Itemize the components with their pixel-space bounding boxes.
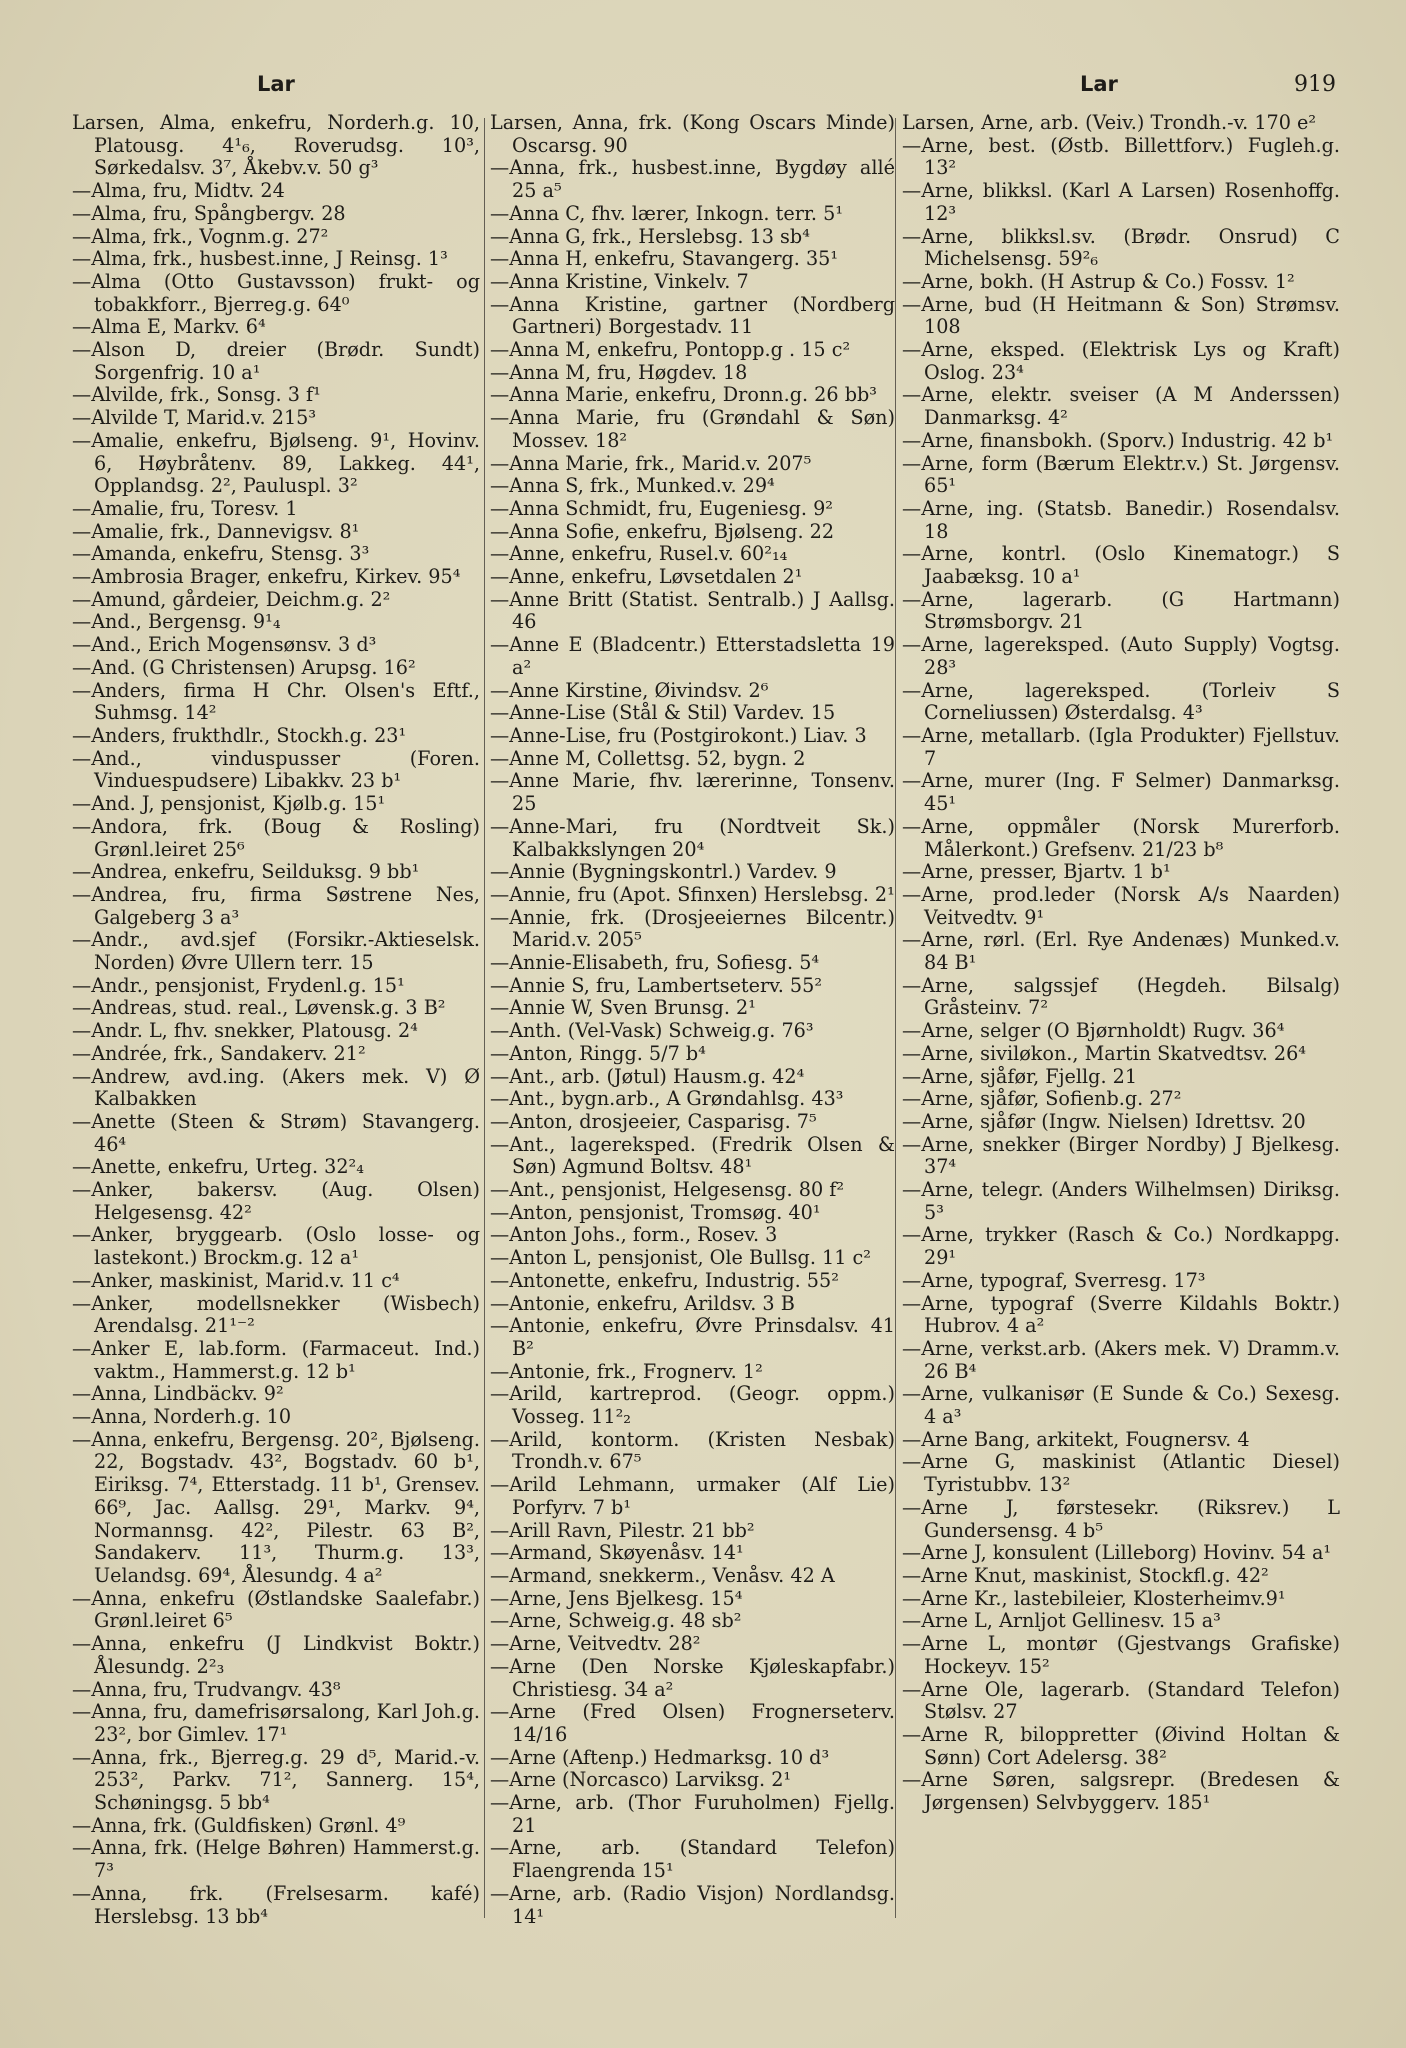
directory-entry: —Antonette, enkefru, Industrig. 55² bbox=[490, 1268, 839, 1292]
directory-entry: —Anna, frk. (Helge Bøhren) Hammerst.g. 7³ bbox=[72, 1836, 480, 1883]
directory-entry: —Amanda, enkefru, Stensg. 3³ bbox=[72, 542, 370, 566]
directory-entry: —Arild Lehmann, urmaker (Alf Lie) Porfyrv. 7 b¹ bbox=[490, 1473, 895, 1519]
directory-entry: —Anna, Lindbäckv. 9² bbox=[72, 1382, 284, 1406]
directory-entry: —Anton Johs., form., Rosev. 3 bbox=[490, 1223, 778, 1247]
directory-entry: —Arne, salgssjef (Hegdeh. Bilsalg) Gråsteinv. 7² bbox=[902, 973, 1340, 1020]
directory-entry: —Anna H, enkefru, Stavangerg. 35¹ bbox=[490, 247, 839, 271]
directory-entry: —Arne, arb. (Thor Furuholmen) Fjellg. 21 bbox=[490, 1791, 895, 1837]
directory-entry: —Anne-Lise (Stål & Stil) Vardev. 15 bbox=[490, 701, 836, 725]
directory-entry: —Annie, fru (Apot. Sfinxen) Herslebsg. 2¹ bbox=[490, 882, 895, 906]
directory-entry: —Anna Kristine, Vinkelv. 7 bbox=[490, 269, 749, 293]
directory-entry: —Arne (Fred Olsen) Frognerseterv. 14/16 bbox=[490, 1700, 895, 1746]
directory-entry: —Antonie, enkefru, Arildsv. 3 B bbox=[490, 1291, 795, 1315]
directory-entry: —Alson D, dreier (Brødr. Sundt) Sorgenfrig. 10 a¹ bbox=[72, 338, 480, 384]
directory-entry: —Arne, bokh. (H Astrup & Co.) Fossv. 1² bbox=[902, 269, 1295, 293]
directory-entry: —Arne, vulkanisør (E Sunde & Co.) Sexesg. 4 a³ bbox=[902, 1382, 1340, 1429]
directory-entry: —Andora, frk. (Boug & Rosling) Grønl.leiret 25⁶ bbox=[72, 814, 480, 861]
directory-entry: —Anna Marie, fru (Grøndahl & Søn) Mossev. 18² bbox=[490, 406, 895, 452]
directory-entry: —Arne (Den Norske Kjøleskapfabr.) Christiesg. 34 a² bbox=[490, 1654, 895, 1701]
directory-entry: —Ant., lagereksped. (Fredrik Olsen & Søn) Agmund Boltsv. 48¹ bbox=[490, 1132, 895, 1179]
directory-entry: Larsen, Anna, frk. (Kong Oscars Minde) Oscarsg. 90 bbox=[490, 112, 895, 157]
directory-entry: —Alvilde T, Marid.v. 215³ bbox=[72, 406, 317, 430]
directory-entry: —Andrée, frk., Sandakerv. 21² bbox=[72, 1041, 366, 1065]
directory-entry: —Arne Knut, maskinist, Stockfl.g. 42² bbox=[902, 1564, 1269, 1587]
directory-entry: —Arne J, førstesekr. (Riksrev.) L Gundersensg. 4 b⁵ bbox=[902, 1495, 1340, 1542]
directory-entry: —Anna, frk. (Guldfisken) Grønl. 4⁹ bbox=[72, 1813, 406, 1837]
directory-entry: —Andr., pensjonist, Frydenl.g. 15¹ bbox=[72, 973, 405, 997]
directory-entry: —Arne, rørl. (Erl. Rye Andenæs) Munked.v. 84 B¹ bbox=[902, 928, 1340, 975]
directory-entry: —Anne E (Bladcentr.) Etterstadsletta 19 a² bbox=[490, 633, 895, 679]
directory-entry: —Anne, enkefru, Løvsetdalen 2¹ bbox=[490, 565, 803, 589]
directory-entry: —Anna, enkefru (J Lindkvist Boktr.) Ålesundg. 2²₃ bbox=[72, 1632, 480, 1678]
directory-entry: —Arne, presser, Bjartv. 1 b¹ bbox=[902, 860, 1171, 884]
directory-entry: —Anna, frk. (Frelsesarm. kafé) Herslebsg. 13 bb⁴ bbox=[72, 1881, 480, 1928]
directory-entry: —Anna, frk., husbest.inne, Bygdøy allé 25 a⁵ bbox=[490, 156, 895, 203]
directory-entry: —Andr., avd.sjef (Forsikr.-Aktieselsk. Norden) Øvre Ullern terr. 15 bbox=[72, 928, 480, 975]
directory-entry: —Amalie, frk., Dannevigsv. 8¹ bbox=[72, 519, 360, 543]
directory-entry: —Arne, kontrl. (Oslo Kinematogr.) S Jaabæksg. 10 a¹ bbox=[902, 542, 1340, 589]
directory-entry: —Arne, typograf (Sverre Kildahls Boktr.) Hubrov. 4 a² bbox=[902, 1291, 1340, 1338]
directory-entry: —Arne, Veitvedtv. 28² bbox=[490, 1632, 701, 1656]
directory-entry: —Anne, enkefru, Rusel.v. 60²₁₄ bbox=[490, 542, 788, 566]
directory-entry: —Arne G, maskinist (Atlantic Diesel) Tyristubbv. 13² bbox=[902, 1450, 1340, 1497]
directory-entry: —Ant., arb. (Jøtul) Hausm.g. 42⁴ bbox=[490, 1064, 805, 1088]
directory-entry: —Anna, Norderh.g. 10 bbox=[72, 1405, 292, 1429]
directory-entry: —Anna Marie, frk., Marid.v. 207⁵ bbox=[490, 451, 812, 475]
directory-entry: —Amund, gårdeier, Deichm.g. 2² bbox=[72, 587, 391, 611]
directory-entry: —Annie W, Sven Brunsg. 2¹ bbox=[490, 996, 756, 1020]
header-left-keyword: Lar bbox=[257, 72, 295, 96]
directory-entry: —Arne, ing. (Statsb. Banedir.) Rosendalsv. 18 bbox=[902, 496, 1340, 543]
directory-entry: —Arne, verkst.arb. (Akers mek. V) Dramm.v. 26 B⁴ bbox=[902, 1336, 1340, 1383]
directory-entry: —Arne, blikksl.sv. (Brødr. Onsrud) C Michelsensg. 59²₆ bbox=[902, 224, 1340, 271]
directory-entry: —Anette, enkefru, Urteg. 32²₄ bbox=[72, 1155, 364, 1179]
directory-entry: —Anne Marie, fhv. lærerinne, Tonsenv. 25 bbox=[490, 769, 895, 816]
directory-entry: —Arne, sjåfør, Sofienb.g. 27² bbox=[902, 1087, 1182, 1111]
directory-entry: —Arne R, bilopprettег (Øivind Holtan & Sønn) Cort Adelersg. 38² bbox=[902, 1722, 1340, 1769]
directory-entry: Larsen, Alma, enkefru, Norderh.g. 10, Platousg. 4¹₆, Roverudsg. 10³, Sørkedalsv. 3⁷, Åkebv.v. 50 g³ bbox=[72, 112, 480, 180]
directory-entry: —Anker, modellsnekker (Wisbech) Arendalsg. 21¹⁻² bbox=[72, 1291, 480, 1338]
directory-entry: —Annie (Bygningskontrl.) Vardev. 9 bbox=[490, 860, 837, 884]
page-header bbox=[72, 72, 1346, 108]
directory-entry: —Arne Ole, lagerarb. (Standard Telefon) Stølsv. 27 bbox=[902, 1677, 1340, 1724]
column-2 bbox=[490, 112, 895, 2012]
column-1 bbox=[72, 112, 480, 2012]
directory-entry: —Anna, enkefru, Bergensg. 20², Bjølseng. 22, Bogstadv. 43², Bogstadv. 60 b¹, Eiriksg. 7⁴, Etterstadg. 11 b¹, Grensev. 66⁹, Jac. Aallsg. 29¹, Markv. 9⁴, Normannsg. 42², Pilestr. 63 B², Sandakerv. 11³, Thurm.g. 13³, Uelandsg. 69⁴, Ålesundg. 4 a² bbox=[72, 1427, 480, 1587]
directory-entry: —Arne, Schweig.g. 48 sb² bbox=[490, 1609, 742, 1633]
directory-entry: —Anna C, fhv. lærer, Inkogn. terr. 5¹ bbox=[490, 201, 844, 225]
directory-entry: —Arne, murer (Ing. F Selmer) Danmarksg. 45¹ bbox=[902, 769, 1340, 816]
directory-entry: —Anna, frk., Bjerreg.g. 29 d⁵, Marid.-v. 253², Parkv. 71², Sannerg. 15⁴, Schøningsg. 5 bb⁴ bbox=[72, 1745, 480, 1815]
directory-entry: —Andr. L, fhv. snekker, Platousg. 2⁴ bbox=[72, 1019, 418, 1043]
directory-entry: —Ambrosia Brager, enkefru, Kirkev. 95⁴ bbox=[72, 565, 461, 589]
directory-entry: —Armand, Skøyenåsv. 14¹ bbox=[490, 1541, 744, 1565]
directory-entry: —Arild, kartreprod. (Geogr. oppm.) Vosseg. 11²₂ bbox=[490, 1382, 895, 1429]
directory-entry: —Arne, elektr. sveiser (A M Anderssen) Danmarksg. 4² bbox=[902, 383, 1340, 430]
directory-entry: —And. (G Christensen) Arupsg. 16² bbox=[72, 655, 416, 679]
header-center-keyword: Lar bbox=[1080, 72, 1118, 96]
directory-entry: —Ant., pensjonist, Helgesensg. 80 f² bbox=[490, 1178, 845, 1202]
directory-entry: —Arne, lagerarb. (G Hartmann) Strømsborgv. 21 bbox=[902, 587, 1340, 634]
directory-entry: —Andrea, fru, firma Søstrene Nes, Galgeberg 3 a³ bbox=[72, 882, 480, 929]
directory-entry: —Andrea, enkefru, Seilduksg. 9 bb¹ bbox=[72, 860, 420, 884]
directory-entry: —Anne Kirstine, Øivindsv. 2⁶ bbox=[490, 678, 769, 702]
directory-entry: —Anna Marie, enkefru, Dronn.g. 26 bb³ bbox=[490, 383, 877, 407]
directory-entry: —Ant., bygn.arb., A Grøndahlsg. 43³ bbox=[490, 1087, 844, 1111]
directory-entry: —Armand, snekkerm., Venåsv. 42 A bbox=[490, 1564, 835, 1587]
directory-entry: —Arne (Aftenp.) Hedmarksg. 10 d³ bbox=[490, 1745, 830, 1769]
directory-entry: —Anders, firma H Chr. Olsen's Eftf., Suhmsg. 14² bbox=[72, 678, 480, 725]
directory-entry: —Annie-Elisabeth, fru, Sofiesg. 5⁴ bbox=[490, 951, 820, 975]
directory-entry: —Anne-Mari, fru (Nordtveit Sk.) Kalbakkslyngen 20⁴ bbox=[490, 814, 895, 861]
directory-entry: —Anker, bakersv. (Aug. Olsen) Helgesensg. 42² bbox=[72, 1178, 480, 1224]
directory-entry: —Arne, Jens Bjelkesg. 15⁴ bbox=[490, 1586, 743, 1610]
directory-entry: —Arne J, konsulent (Lilleborg) Hovinv. 54 a¹ bbox=[902, 1541, 1332, 1565]
directory-entry: —Arne, arb. (Standard Telefon) Flaengrenda 15¹ bbox=[490, 1836, 895, 1883]
directory-entry: —Anne M, Collettsg. 52, bygn. 2 bbox=[490, 746, 806, 770]
directory-entry: —Annie, frk. (Drosjeeiernes Bilcentr.) Marid.v. 205⁵ bbox=[490, 905, 895, 952]
column-3 bbox=[902, 112, 1340, 2012]
directory-entry: —Arne, eksped. (Elektrisk Lys og Kraft) Oslog. 23⁴ bbox=[902, 338, 1340, 384]
directory-entry: —Arne, finansbokh. (Sporv.) Industrig. 42 b¹ bbox=[902, 428, 1334, 452]
directory-entry: —And., Erich Mogensønsv. 3 d³ bbox=[72, 633, 377, 657]
directory-entry: —Anna M, enkefru, Pontopp.g . 15 c² bbox=[490, 338, 851, 362]
directory-entry: —Arne, form (Bærum Elektr.v.) St. Jørgensv. 65¹ bbox=[902, 451, 1340, 498]
directory-entry: —Andrew, avd.ing. (Akers mek. V) Ø Kalbakken bbox=[72, 1064, 480, 1111]
directory-entry: —Anker, bryggearb. (Oslo losse- og lastekont.) Brockm.g. 12 a¹ bbox=[72, 1223, 480, 1270]
directory-entry: —Alma, fru, Spångbergv. 28 bbox=[72, 201, 346, 225]
directory-entry: —Arne (Norcasco) Larviksg. 2¹ bbox=[490, 1768, 792, 1792]
directory-entry: —Anne Britt (Statist. Sentralb.) J Aallsg. 46 bbox=[490, 587, 895, 634]
directory-entry: —Arne, sjåfør (Ingw. Nielsen) Idrettsv. 20 bbox=[902, 1109, 1306, 1133]
directory-entry: —Anker, maskinist, Marid.v. 11 c⁴ bbox=[72, 1268, 400, 1292]
directory-entry: —Arne, trykker (Rasch & Co.) Nordkappg. 29¹ bbox=[902, 1223, 1340, 1270]
directory-entry: —Anton L, pensjonist, Ole Bullsg. 11 c² bbox=[490, 1246, 871, 1270]
directory-entry: —And., vinduspusser (Foren. Vinduespudsere) Libakkv. 23 b¹ bbox=[72, 746, 480, 793]
directory-entry: —Alma, fru, Midtv. 24 bbox=[72, 179, 285, 203]
directory-entry: —Arne, prod.leder (Norsk A/s Naarden) Veitvedtv. 9¹ bbox=[902, 882, 1340, 929]
directory-entry: —Anna Schmidt, fru, Eugeniesg. 9² bbox=[490, 496, 833, 520]
directory-entry: —Arne, selger (O Bjørnholdt) Rugv. 36⁴ bbox=[902, 1019, 1285, 1043]
directory-entry: —Arill Ravn, Pilestr. 21 bb² bbox=[490, 1518, 755, 1542]
directory-entry: —Arne, typograf, Sverresg. 17³ bbox=[902, 1268, 1206, 1292]
directory-entry: —Anna M, fru, Høgdev. 18 bbox=[490, 360, 748, 384]
directory-entry: —Arne Søren, salgsrepr. (Bredesen & Jørgensen) Selvbyggerv. 185¹ bbox=[902, 1768, 1340, 1815]
directory-entry: —Anna, enkefru (Østlandske Saalefabr.) Grønl.leiret 6⁵ bbox=[72, 1586, 480, 1633]
directory-entry: —Arne, arb. (Radio Visjon) Nordlandsg. 14¹ bbox=[490, 1881, 895, 1928]
directory-entry: —Arne, sjåfør, Fjellg. 21 bbox=[902, 1064, 1138, 1088]
directory-entry: —Anna, fru, Trudvangv. 43⁸ bbox=[72, 1677, 341, 1701]
directory-entry: —Antonie, enkefru, Øvre Prinsdalsv. 41 B² bbox=[490, 1314, 895, 1360]
directory-entry: —Arne, blikksl. (Karl A Larsen) Rosenhoffg. 12³ bbox=[902, 179, 1340, 225]
directory-entry: —Arne Bang, arkitekt, Fougnersv. 4 bbox=[902, 1427, 1250, 1451]
directory-entry: —Arild, kontorm. (Kristen Nesbak) Trondh.v. 67⁵ bbox=[490, 1427, 895, 1474]
directory-entry: —Arne L, Arnljot Gellinesv. 15 a³ bbox=[902, 1609, 1221, 1633]
directory-entry: —Anton, drosjeeier, Casparisg. 7⁵ bbox=[490, 1109, 817, 1133]
directory-entry: —Arne, metallarb. (Igla Produkter) Fjellstuv. 7 bbox=[902, 723, 1340, 770]
directory-entry: —Anne-Lise, fru (Postgirokont.) Liav. 3 bbox=[490, 723, 867, 747]
directory-entry: —Arne, best. (Østb. Billettforv.) Fugleh.g. 13² bbox=[902, 133, 1340, 180]
directory-entry: —Anna Kristine, gartner (Nordberg Gartneri) Borgestadv. 11 bbox=[490, 292, 895, 339]
directory-entry: —Anna G, frk., Herslebsg. 13 sb⁴ bbox=[490, 224, 810, 248]
directory-entry: —Alma (Otto Gustavsson) frukt- og tobakkforr., Bjerreg.g. 64⁰ bbox=[72, 269, 480, 316]
directory-entry: —Andreas, stud. real., Løvensk.g. 3 B² bbox=[72, 996, 446, 1020]
directory-entry: —Anton, Ringg. 5/7 b⁴ bbox=[490, 1041, 706, 1065]
directory-entry: —Arne, telegr. (Anders Wilhelmsen) Diriksg. 5³ bbox=[902, 1178, 1340, 1224]
directory-entry: —Alma, frk., husbest.inne, J Reinsg. 1³ bbox=[72, 247, 448, 271]
directory-entry: —Arne Kr., lastebileier, Klosterheimv.9¹ bbox=[902, 1586, 1286, 1610]
directory-entry: —Arne, lagereksped. (Torleiv S Corneliussen) Østerdalsg. 4³ bbox=[902, 678, 1340, 725]
directory-entry: —Alma, frk., Vognm.g. 27² bbox=[72, 224, 329, 248]
directory-entry: —Annie S, fru, Lambertseterv. 55² bbox=[490, 973, 823, 997]
directory-entry: —Arne, siviløkon., Martin Skatvedtsv. 26⁴ bbox=[902, 1041, 1306, 1065]
directory-entry: —Anders, frukthdlr., Stockh.g. 23¹ bbox=[72, 723, 407, 747]
directory-entry: —Anker E, lab.form. (Farmaceut. Ind.) vaktm., Hammerst.g. 12 b¹ bbox=[72, 1336, 480, 1383]
directory-entry: —Arne, lagereksped. (Auto Supply) Vogtsg. 28³ bbox=[902, 633, 1340, 679]
directory-columns bbox=[72, 112, 1340, 2012]
directory-entry: —Anette (Steen & Strøm) Stavangerg. 46⁴ bbox=[72, 1109, 480, 1156]
directory-entry: —Amalie, enkefru, Bjølseng. 9¹, Hovinv. 6, Høybråtenv. 89, Lakkeg. 44¹, Opplandsg. 2², Pauluspl. 3² bbox=[72, 428, 480, 498]
directory-entry: —Alvilde, frk., Sonsg. 3 f¹ bbox=[72, 383, 321, 407]
directory-entry: —Anna Sofie, enkefru, Bjølseng. 22 bbox=[490, 519, 835, 543]
directory-entry: —Anton, pensjonist, Tromsøg. 40¹ bbox=[490, 1200, 821, 1224]
directory-entry: —Antonie, frk., Frognerv. 1² bbox=[490, 1359, 763, 1383]
directory-entry: —Anna S, frk., Munked.v. 29⁴ bbox=[490, 474, 775, 498]
directory-entry: —Alma E, Markv. 6⁴ bbox=[72, 315, 266, 339]
directory-entry: —Anth. (Vel-Vask) Schweig.g. 76³ bbox=[490, 1019, 814, 1043]
directory-entry: —Arne, bud (H Heitmann & Son) Strømsv. 108 bbox=[902, 292, 1340, 339]
directory-entry: —And. J, pensjonist, Kjølb.g. 15¹ bbox=[72, 792, 386, 816]
directory-entry: —Arne, oppmåler (Norsk Murerforb. Målerkont.) Grefsenv. 21/23 b⁸ bbox=[902, 814, 1340, 861]
directory-entry: —Anna, fru, damefrisørsalong, Karl Joh.g. 23², bor Gimlev. 17¹ bbox=[72, 1700, 480, 1746]
directory-entry: —Amalie, fru, Toresv. 1 bbox=[72, 496, 298, 520]
directory-entry: —Arne L, montør (Gjestvangs Grafiske) Hockeyv. 15² bbox=[902, 1632, 1340, 1678]
directory-entry: —Arne, snekker (Birger Nordby) J Bjelkesg. 37⁴ bbox=[902, 1132, 1340, 1179]
directory-entry: Larsen, Arne, arb. (Veiv.) Trondh.-v. 170 e² bbox=[902, 112, 1317, 134]
page-number: 919 bbox=[1294, 72, 1336, 97]
directory-entry: —And., Bergensg. 9¹₄ bbox=[72, 610, 281, 634]
